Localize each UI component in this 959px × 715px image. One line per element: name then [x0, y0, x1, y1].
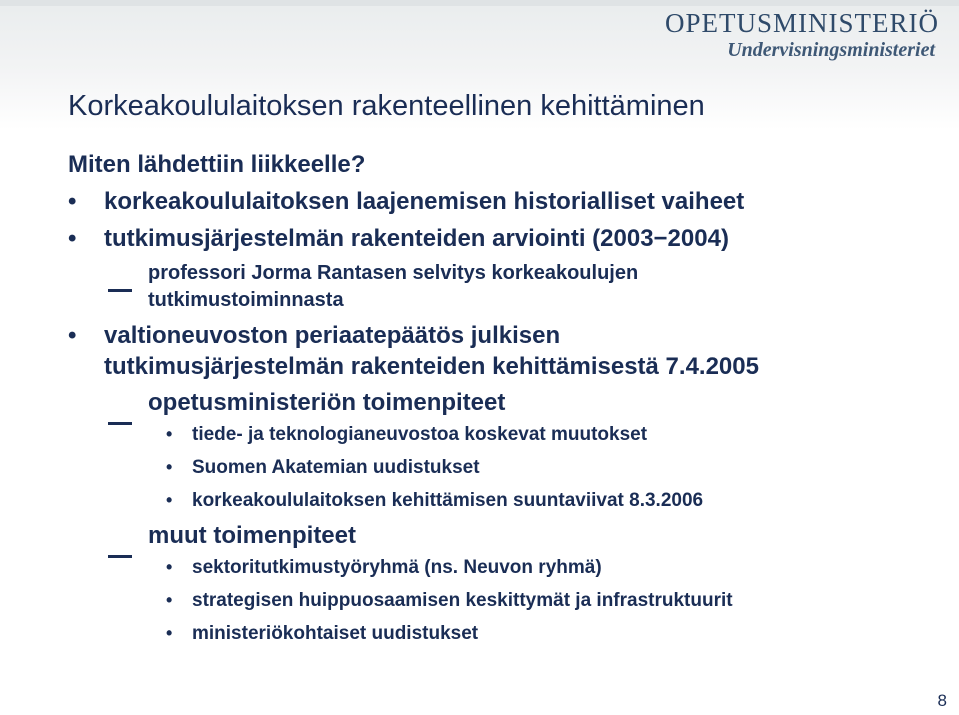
sub-bullet-item [68, 422, 948, 447]
sub-bullet-text: ministeriökohtaiset uudistukset [192, 623, 479, 644]
sub-bullet-item [68, 555, 948, 580]
dash-item [68, 388, 948, 418]
page-number: 8 [937, 691, 947, 710]
logo-main-text: OPETUSMINISTERIÖ [664, 8, 939, 38]
bullet-text: tutkimusjärjestelmän rakenteiden arviointi (2003−2004) [104, 225, 729, 252]
slide-content [68, 150, 948, 654]
bullet-item [68, 223, 948, 254]
slide-title: Korkeakoululaitoksen rakenteellinen kehittäminen [68, 90, 705, 122]
bullet-dot-icon: • [166, 424, 173, 444]
header-top-strip [0, 0, 959, 6]
bullet-text-line: tutkimusjärjestelmän rakenteiden kehittämisestä 7.4.2005 [104, 353, 759, 380]
logo-sub-text: Undervisningsministeriet [727, 39, 935, 61]
sub-bullet-item [68, 488, 948, 513]
sub-bullet-text: strategisen huippuosaamisen keskittymät ja infrastruktuurit [192, 590, 733, 611]
bullet-text-line: valtioneuvoston periaatepäätös julkisen [104, 322, 561, 349]
sub-bullet-text: sektoritutkimustyöryhmä (ns. Neuvon ryhmä) [192, 557, 602, 578]
dash-text: opetusministeriön toimenpiteet [148, 389, 506, 416]
dash-text-line: professori Jorma Rantasen selvitys korkeakoulujen [148, 262, 639, 284]
sub-bullet-text: korkeakoululaitoksen kehittämisen suuntaviivat 8.3.2006 [192, 490, 704, 511]
bullet-dot-icon: • [68, 225, 77, 252]
dash-text: muut toimenpiteet [148, 522, 356, 549]
sub-bullet-item [68, 455, 948, 480]
bullet-item [68, 320, 948, 382]
bullet-dot-icon: • [68, 188, 77, 215]
ministry-logo [659, 8, 939, 62]
bullet-dot-icon: • [166, 457, 173, 477]
slide-subtitle: Miten lähdettiin liikkeelle? [68, 151, 366, 178]
bullet-dot-icon: • [166, 557, 173, 577]
dash-icon [108, 273, 132, 300]
dash-text-line: tutkimustoiminnasta [148, 289, 344, 311]
bullet-item [68, 186, 948, 217]
bullet-dot-icon: • [166, 590, 173, 610]
bullet-dot-icon: • [68, 322, 77, 349]
sub-bullet-text: Suomen Akatemian uudistukset [192, 457, 480, 478]
sub-bullet-item [68, 588, 948, 613]
sub-bullet-text: tiede- ja teknologianeuvostoa koskevat muutokset [192, 424, 648, 445]
bullet-text: korkeakoululaitoksen laajenemisen historialliset vaiheet [104, 188, 745, 215]
dash-item [68, 521, 948, 551]
bullet-dot-icon: • [166, 490, 173, 510]
dash-item [68, 260, 948, 314]
sub-bullet-item [68, 621, 948, 646]
bullet-dot-icon: • [166, 623, 173, 643]
